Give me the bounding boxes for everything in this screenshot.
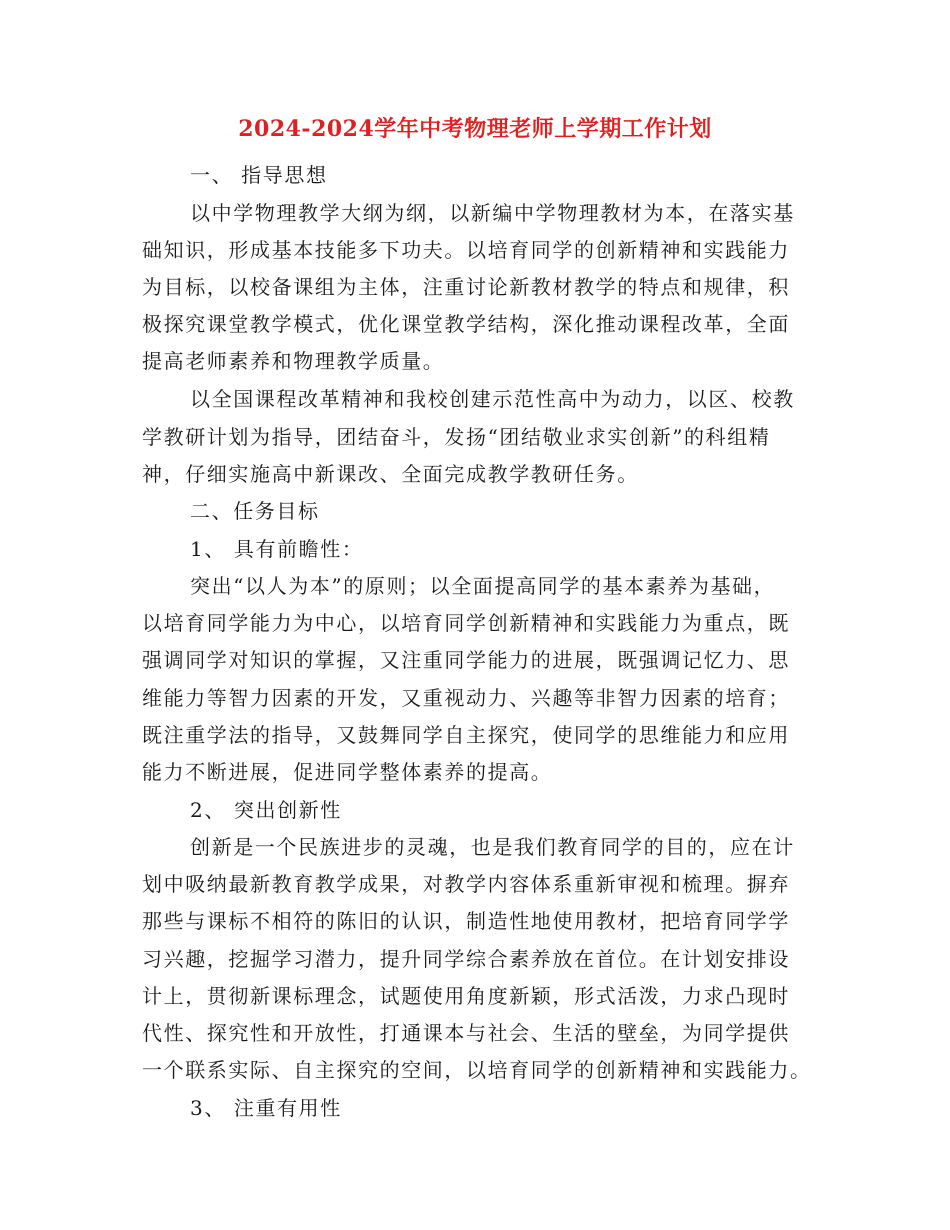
paragraph-line: 以中学物理教学大纲为纲，以新编中学物理教材为本，在落实基 [190,201,795,225]
paragraph-line: 以全国课程改革精神和我校创建示范性高中为动力，以区、校教 [190,387,795,411]
paragraph-line: 那些与课标不相符的陈旧的认识，制造性地使用教材，把培育同学学 [142,909,790,933]
paragraph-line: 一个联系实际、自主探究的空间，以培育同学的创新精神和实践能力。 [142,1058,812,1082]
paragraph-line: 为目标，以校备课组为主体，注重讨论新教材教学的特点和规律，积 [142,275,790,299]
paragraph-line: 突出“以人为本”的原则；以全面提高同学的基本素养为基础， [190,574,776,598]
paragraph-line: 1、 具有前瞻性： [190,537,364,561]
paragraph-line: 以培育同学能力为中心，以培育同学创新精神和实践能力为重点，既 [142,611,790,635]
paragraph-line: 神，仔细实施高中新课改、全面完成教学教研任务。 [142,462,639,486]
paragraph-line: 一、 指导思想 [190,163,328,187]
document-title: 2024-2024学年中考物理老师上学期工作计划 [238,116,712,142]
paragraph-line: 2、 突出创新性 [190,798,342,822]
paragraph-line: 极探究课堂教学模式，优化课堂教学结构，深化推动课程改革，全面 [142,312,790,336]
paragraph-line: 创新是一个民族进步的灵魂，也是我们教育同学的目的，应在计 [190,835,795,859]
paragraph-line: 既注重学法的指导，又鼓舞同学自主探究，使同学的思维能力和应用 [142,723,790,747]
paragraph-line: 计上，贯彻新课标理念，试题使用角度新颖，形式活泼，力求凸现时 [142,984,790,1008]
paragraph-line: 3、 注重有用性 [190,1096,342,1120]
paragraph-line: 能力不断进展，促进同学整体素养的提高。 [142,760,553,784]
paragraph-line: 二、任务目标 [190,499,320,523]
paragraph-line: 提高老师素养和物理教学质量。 [142,349,445,373]
paragraph-line: 习兴趣，挖掘学习潜力，提升同学综合素养放在首位。在计划安排设 [142,947,790,971]
paragraph-line: 划中吸纳最新教育教学成果，对教学内容体系重新审视和梳理。摒弃 [142,872,790,896]
paragraph-line: 维能力等智力因素的开发，又重视动力、兴趣等非智力因素的培育； [142,686,790,710]
paragraph-line: 代性、探究性和开放性，打通课本与社会、生活的壁垒，为同学提供 [142,1021,790,1045]
paragraph-line: 础知识，形成基本技能多下功夫。以培育同学的创新精神和实践能力 [142,238,790,262]
paragraph-line: 学教研计划为指导，团结奋斗，发扬“团结敬业求实创新”的科组精 [142,425,771,449]
paragraph-line: 强调同学对知识的掌握，又注重同学能力的进展，既强调记忆力、思 [142,648,790,672]
